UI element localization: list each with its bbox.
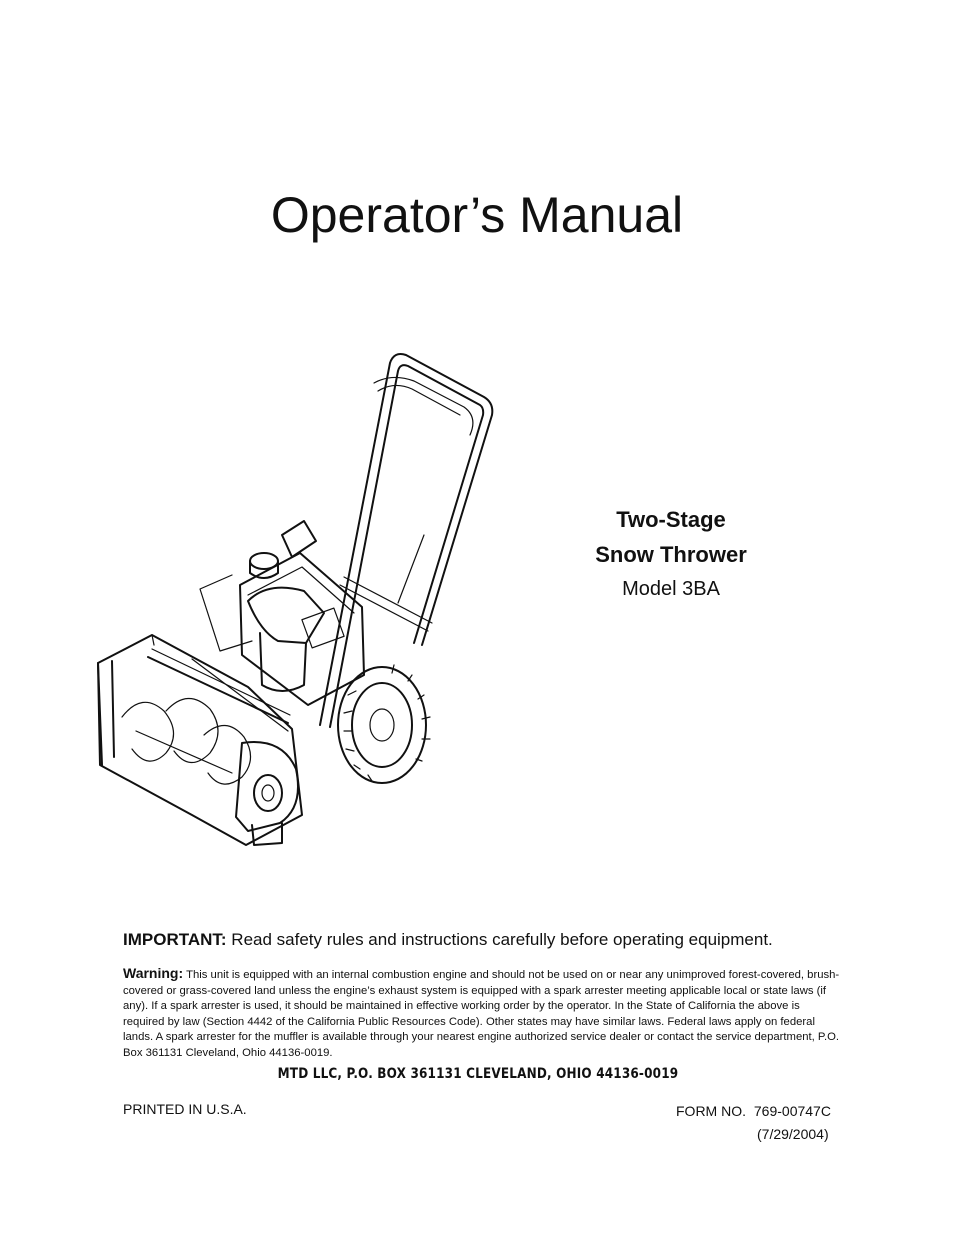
important-notice xyxy=(123,930,773,950)
page-title: Operator’s Manual xyxy=(270,187,684,243)
form-number: 769-00747C xyxy=(753,1103,831,1119)
warning-notice xyxy=(123,966,843,1062)
product-name-line2: Snow Thrower xyxy=(595,542,747,567)
product-name-line1: Two-Stage xyxy=(616,507,726,532)
snow-thrower-illustration-icon xyxy=(92,345,522,855)
company-address: MTD LLC, P.O. BOX 361131 CLEVELAND, OHIO 44136-0019 xyxy=(277,1066,679,1082)
form-label: FORM NO. xyxy=(676,1103,746,1119)
warning-text: This unit is equipped with an internal combustion engine and should not be used on or near any unimproved forest-covered, brush-covered or grass-covered land unless the engine’s exhaust system is equipped with a spark arrester meeting applicable local or state laws (if any). If a spark arrester is used, it should be maintained in effective working order by the operator. In the State of California the above is required by law (Section 4442 of the California Public Resources Code). Other states may have similar laws. Federal laws apply on federal lands. A spark arrester for the muffler is available through your nearest engine authorized service dealer or contact the service department, P.O. Box 361131 Cleveland, Ohio 44136-0019. xyxy=(123,969,840,1059)
product-model: Model 3BA xyxy=(622,578,720,600)
warning-label: Warning: xyxy=(123,965,184,981)
important-label: IMPORTANT: xyxy=(123,930,227,949)
important-text: Read safety rules and instructions carefully before operating equipment. xyxy=(231,930,773,949)
printed-in: PRINTED IN U.S.A. xyxy=(123,1101,247,1117)
form-date: (7/29/2004) xyxy=(757,1126,829,1142)
product-info xyxy=(560,502,782,606)
form-number-block xyxy=(676,1103,831,1119)
